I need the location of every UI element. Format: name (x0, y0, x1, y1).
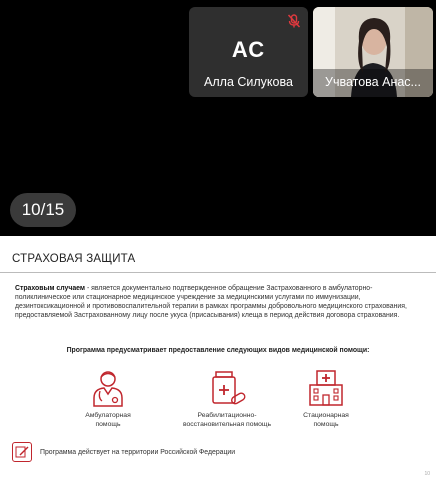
feature-label-line2: восстановительная помощь (182, 421, 272, 428)
feature-label-line2: помощь (95, 421, 121, 428)
definition-term: Страховым случаем (15, 285, 86, 292)
doctor-icon (90, 368, 126, 408)
feature-label (177, 411, 277, 429)
definition-text: - является документально подтвержденное обращение Застрахованного в амбулаторно-поликлиническое или стационарное медицинское учреждение за медицинскими услугами по иммунизации, дезинтоксикационной и противовоспалительной терапии в рамках программы добровольного медицинского страхования, предоставляемой Застрахованному лицу после укуса (присасывания) клеща в период действия договора страхования. (15, 285, 407, 319)
feature-hospital (291, 368, 361, 429)
feature-rehabilitation (177, 368, 277, 429)
medicine-icon (207, 368, 247, 408)
feature-label-line1: Амбулаторная (85, 412, 131, 419)
slide-number: 10 (424, 471, 430, 477)
participant-name: Алла Силукова (204, 75, 293, 89)
feature-label-line2: помощь (313, 421, 339, 428)
feature-label (291, 411, 361, 429)
feature-label (73, 411, 143, 429)
shared-slide (0, 236, 436, 480)
slide-definition (15, 284, 425, 320)
program-heading: Программа предусматривает предоставление следующих видов медицинской помощи: (66, 347, 370, 354)
slide-divider (0, 272, 436, 273)
slide-title: СТРАХОВАЯ ЗАЩИТА (12, 253, 136, 265)
territory-note: Программа действует на территории Российской Федерации (40, 449, 236, 456)
slide-page-counter: 10/15 (10, 193, 76, 227)
feature-outpatient (73, 368, 143, 429)
participant-initials: АС (231, 37, 266, 62)
participant-name: Учватова Анас... (325, 75, 421, 89)
participant-tile-uchvatova[interactable] (313, 7, 433, 97)
feature-label-line1: Реабилитационно- (197, 412, 257, 419)
hospital-icon (306, 368, 346, 408)
note-pencil-icon (12, 442, 32, 462)
participant-tile-alla[interactable] (189, 7, 308, 97)
feature-label-line1: Стационарная (303, 412, 349, 419)
muted-microphone-icon (286, 13, 302, 29)
